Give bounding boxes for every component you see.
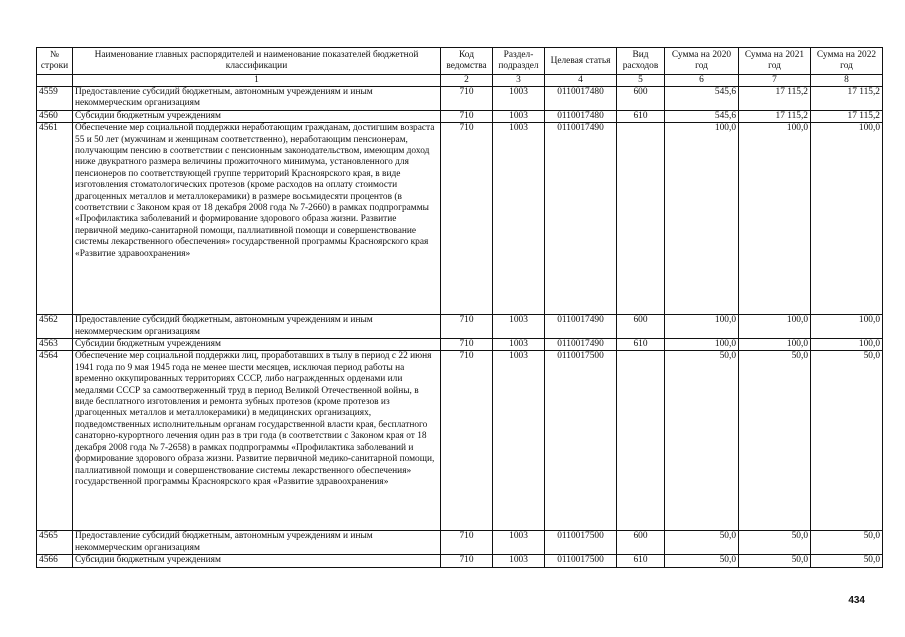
header-name: Наименование главных распорядителей и наименование показателей бюджетной классификации [73,48,441,75]
row-dept: 710 [441,110,493,122]
table-row [37,123,883,315]
column-number: 1 [73,75,441,87]
column-number-row [37,75,883,87]
column-number [37,75,73,87]
row-section: 1003 [493,87,545,111]
row-sum-2022: 50,0 [811,351,883,531]
column-number: 5 [617,75,665,87]
row-name: Субсидии бюджетным учреждениям [73,339,441,351]
row-section: 1003 [493,531,545,555]
row-sum-2022: 17 115,2 [811,110,883,122]
row-sum-2022: 100,0 [811,315,883,339]
row-target: 0110017480 [545,87,617,111]
row-target: 0110017490 [545,315,617,339]
row-name: Предоставление субсидий бюджетным, автономным учреждениям и иным некоммерческим организациям [73,87,441,111]
row-number: 4562 [37,315,73,339]
row-sum-2021: 50,0 [739,351,811,531]
row-sum-2020: 100,0 [665,315,739,339]
header-sum-2021: Сумма на 2021 год [739,48,811,75]
row-sum-2021: 100,0 [739,315,811,339]
header-sum-2022: Сумма на 2022 год [811,48,883,75]
row-sum-2021: 17 115,2 [739,110,811,122]
row-section: 1003 [493,555,545,567]
table-row [37,555,883,567]
row-name: Предоставление субсидий бюджетным, автономным учреждениям и иным некоммерческим организациям [73,315,441,339]
row-sum-2021: 50,0 [739,555,811,567]
row-target: 0110017480 [545,110,617,122]
row-name: Субсидии бюджетным учреждениям [73,110,441,122]
row-exp-type: 600 [617,87,665,111]
row-sum-2020: 545,6 [665,110,739,122]
row-number: 4563 [37,339,73,351]
row-target: 0110017500 [545,531,617,555]
header-row [37,48,883,75]
row-exp-type: 610 [617,110,665,122]
row-dept: 710 [441,87,493,111]
column-number: 3 [493,75,545,87]
row-sum-2022: 50,0 [811,555,883,567]
row-exp-type: 600 [617,531,665,555]
table-row [37,87,883,111]
header-dept: Код ведомства [441,48,493,75]
table-row [37,315,883,339]
row-exp-type [617,123,665,315]
row-sum-2021: 100,0 [739,123,811,315]
row-name: Обеспечение мер социальной поддержки неработающим гражданам, достигшим возраста 55 и 50 лет (мужчинам и женщинам соответственно), неработающим пенсионерам, получающим пенсию в соответствии с пенсионным законодательством, имеющим доход ниже двукратного размера величины прожиточного минимума, установленного для пенсионеров по соответствующей группе территорий Красноярского края, в виде изготовления стоматологических протезов (кроме расходов на оплату стоимости драгоценных металлов и металлокерамики) в размере восьмидесяти процентов (в соответствии с Законом края от 18 декабря 2008 года № 7-2660) в рамках подпрограммы «Профилактика заболеваний и формирование здорового образа жизни. Развитие первичной медико-санитарной помощи, паллиативной помощи и совершенствование системы лекарственного обеспечения» государственной программы Красноярского края «Развитие здравоохранения» [73,123,441,315]
header-exp-type: Вид расходов [617,48,665,75]
row-dept: 710 [441,123,493,315]
row-section: 1003 [493,315,545,339]
row-number: 4559 [37,87,73,111]
row-exp-type: 610 [617,555,665,567]
column-number: 2 [441,75,493,87]
column-number: 6 [665,75,739,87]
header-target: Целевая статья [545,48,617,75]
row-number: 4560 [37,110,73,122]
row-target: 0110017490 [545,339,617,351]
row-sum-2022: 100,0 [811,339,883,351]
row-dept: 710 [441,339,493,351]
table-row [37,351,883,531]
row-name: Предоставление субсидий бюджетным, автономным учреждениям и иным некоммерческим организациям [73,531,441,555]
row-sum-2021: 100,0 [739,339,811,351]
row-name: Субсидии бюджетным учреждениям [73,555,441,567]
row-section: 1003 [493,123,545,315]
row-target: 0110017490 [545,123,617,315]
row-dept: 710 [441,531,493,555]
table-row [37,110,883,122]
row-exp-type [617,351,665,531]
row-number: 4565 [37,531,73,555]
table-row [37,339,883,351]
row-section: 1003 [493,110,545,122]
column-number: 7 [739,75,811,87]
row-number: 4561 [37,123,73,315]
row-sum-2022: 50,0 [811,531,883,555]
row-sum-2020: 50,0 [665,555,739,567]
header-row-no: № строки [37,48,73,75]
row-sum-2020: 50,0 [665,531,739,555]
header-section: Раздел-подраздел [493,48,545,75]
row-sum-2021: 17 115,2 [739,87,811,111]
header-sum-2020: Сумма на 2020 год [665,48,739,75]
page-number: 434 [848,595,865,606]
row-sum-2020: 545,6 [665,87,739,111]
row-number: 4566 [37,555,73,567]
row-exp-type: 600 [617,315,665,339]
row-sum-2020: 100,0 [665,123,739,315]
row-name: Обеспечение мер социальной поддержки лиц, проработавших в тылу в период с 22 июня 1941 года по 9 мая 1945 года не менее шести месяцев, исключая период работы на временно оккупированных территориях СССР, либо награжденных орденами или медалями СССР за самоотверженный труд в период Великой Отечественной войны, в виде бесплатного изготовления и ремонта зубных протезов (кроме протезов из драгоценных металлов и металлокерамики) в медицинских организациях, подведомственных исполнительным органам государственной власти края, бесплатного санаторно-курортного лечения один раз в три года (в соответствии с Законом края от 18 декабря 2008 года № 7-2658) в рамках подпрограммы «Профилактика заболеваний и формирование здорового образа жизни. Развитие первичной медико-санитарной помощи, паллиативной помощи и совершенствование системы лекарственного обеспечения» государственной программы Красноярского края «Развитие здравоохранения» [73,351,441,531]
row-sum-2020: 50,0 [665,351,739,531]
row-section: 1003 [493,351,545,531]
row-dept: 710 [441,555,493,567]
row-number: 4564 [37,351,73,531]
row-sum-2022: 17 115,2 [811,87,883,111]
table-row [37,531,883,555]
row-sum-2021: 50,0 [739,531,811,555]
row-dept: 710 [441,351,493,531]
column-number: 8 [811,75,883,87]
budget-table [36,47,883,568]
row-sum-2020: 100,0 [665,339,739,351]
column-number: 4 [545,75,617,87]
row-sum-2022: 100,0 [811,123,883,315]
row-target: 0110017500 [545,555,617,567]
row-target: 0110017500 [545,351,617,531]
row-dept: 710 [441,315,493,339]
row-exp-type: 610 [617,339,665,351]
row-section: 1003 [493,339,545,351]
